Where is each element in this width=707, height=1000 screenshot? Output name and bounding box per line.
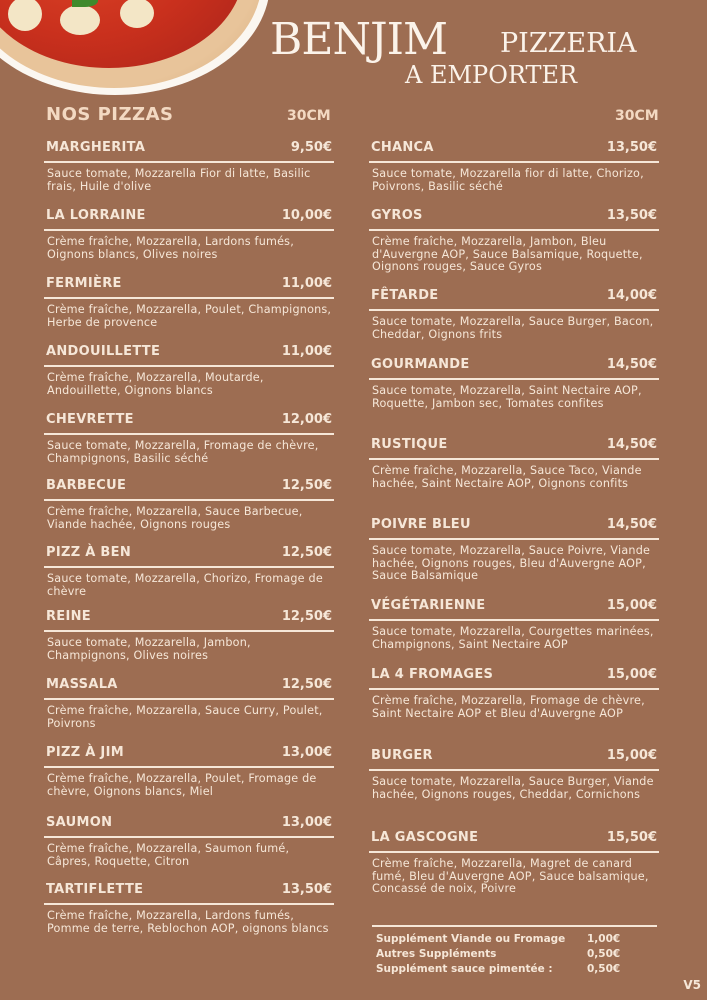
pizza-name: MARGHERITA	[46, 140, 146, 155]
pizza-name: FÊTARDE	[371, 288, 439, 303]
pizza-ingredients: Sauce tomate, Mozzarella, Courgettes marinées, Champignons, Saint Nectaire AOP	[372, 625, 654, 651]
pizza-ingredients: Sauce tomate, Mozzarella, Jambon, Champignons, Olives noires	[47, 636, 251, 662]
pizza-cheese	[60, 5, 100, 35]
pizza-name: RUSTIQUE	[371, 437, 448, 452]
pizza-name: MASSALA	[46, 677, 118, 692]
menu-item-header	[44, 140, 334, 163]
menu-item-header	[44, 545, 334, 568]
pizza-price: 15,50€	[606, 830, 657, 845]
pizza-price: 11,00€	[281, 276, 332, 291]
pizza-name: BURGER	[371, 748, 433, 763]
pizza-ingredients: Crème fraîche, Mozzarella, Sauce Taco, Viande hachée, Saint Nectaire AOP, Oignons confits	[372, 464, 642, 490]
pizza-name: POIVRE BLEU	[371, 517, 471, 532]
pizza-ingredients: Crème fraîche, Mozzarella, Saumon fumé, Câpres, Roquette, Citron	[47, 842, 290, 868]
pizza-price: 9,50€	[290, 140, 332, 155]
menu-item	[44, 208, 334, 261]
menu-item-header	[369, 598, 659, 621]
pizza-ingredients: Crème fraîche, Mozzarella, Magret de canard fumé, Bleu d'Auvergne AOP, Sauce balsamique, Concassé de noix, Poivre	[372, 857, 649, 895]
menu-item	[44, 609, 334, 662]
menu-item	[369, 357, 659, 410]
menu-item-header	[44, 208, 334, 231]
menu-item	[369, 517, 659, 583]
pizza-price: 13,50€	[606, 208, 657, 223]
pizza-price: 14,50€	[606, 517, 657, 532]
menu-item-header	[44, 745, 334, 768]
pizza-price: 13,50€	[281, 882, 332, 897]
menu-item	[369, 748, 659, 801]
supplement-row	[372, 947, 657, 962]
menu-item	[369, 667, 659, 720]
pizza-price: 14,00€	[606, 288, 657, 303]
menu-item	[44, 478, 334, 531]
pizza-price: 13,00€	[281, 745, 332, 760]
pizza-price: 14,50€	[606, 437, 657, 452]
pizza-name: TARTIFLETTE	[46, 882, 144, 897]
pizza-name: LA GASCOGNE	[371, 830, 479, 845]
menu-item	[44, 815, 334, 868]
size-label-left: 30CM	[287, 108, 331, 124]
pizza-ingredients: Crème fraîche, Mozzarella, Jambon, Bleu d'Auvergne AOP, Sauce Balsamique, Roquette, Oignons rouges, Sauce Gyros	[372, 235, 643, 273]
menu-item	[44, 276, 334, 329]
pizza-ingredients: Sauce tomate, Mozzarella, Sauce Burger, Viande hachée, Oignons rouges, Cheddar, Cornichons	[372, 775, 654, 801]
menu-item-header	[369, 830, 659, 853]
pizza-ingredients: Sauce tomate, Mozzarella, Sauce Poivre, Viande hachée, Oignons rouges, Bleu d'Auvergne AOP, Sauce Balsamique	[372, 544, 651, 582]
supplement-price: 1,00€	[587, 933, 621, 945]
pizza-price: 12,50€	[281, 478, 332, 493]
brand-name: BENJIM	[270, 14, 448, 65]
pizza-ingredients: Crème fraîche, Mozzarella, Fromage de chèvre, Saint Nectaire AOP et Bleu d'Auvergne AOP	[372, 694, 645, 720]
pizza-ingredients: Sauce tomate, Mozzarella, Saint Nectaire AOP, Roquette, Jambon sec, Tomates confites	[372, 384, 642, 410]
menu-item-header	[369, 208, 659, 231]
menu-item-header	[369, 140, 659, 163]
pizza-ingredients: Crème fraîche, Mozzarella, Lardons fumés, Oignons blancs, Olives noires	[47, 235, 294, 261]
menu-item	[369, 140, 659, 193]
menu-item	[369, 437, 659, 490]
pizza-ingredients: Crème fraîche, Mozzarella, Lardons fumés, Pomme de terre, Reblochon AOP, oignons blancs	[47, 909, 329, 935]
pizza-price: 12,00€	[281, 412, 332, 427]
pizza-price: 12,50€	[281, 677, 332, 692]
pizza-name: GOURMANDE	[371, 357, 470, 372]
pizza-price: 13,50€	[606, 140, 657, 155]
pizza-ingredients: Crème fraîche, Mozzarella, Sauce Curry, Poulet, Poivrons	[47, 704, 323, 730]
pizza-photo	[0, 0, 270, 95]
pizza-name: BARBECUE	[46, 478, 127, 493]
pizza-price: 15,00€	[606, 667, 657, 682]
menu-item	[44, 677, 334, 730]
menu-item-header	[44, 815, 334, 838]
menu-item	[369, 830, 659, 896]
menu-item-header	[44, 677, 334, 700]
pizza-ingredients: Sauce tomate, Mozzarella, Chorizo, Fromage de chèvre	[47, 572, 323, 598]
menu-item-header	[369, 748, 659, 771]
supplement-label: Supplément sauce pimentée :	[376, 963, 553, 975]
supplement-label: Autres Suppléments	[376, 948, 497, 960]
brand-takeaway: A EMPORTER	[405, 61, 578, 89]
pizza-ingredients: Sauce tomate, Mozzarella, Sauce Burger, Bacon, Cheddar, Oignons frits	[372, 315, 654, 341]
menu-item-header	[369, 357, 659, 380]
menu-item-header	[44, 478, 334, 501]
menu-item	[44, 140, 334, 193]
pizza-ingredients: Sauce tomate, Mozzarella, Fromage de chèvre, Champignons, Basilic séché	[47, 439, 319, 465]
pizza-ingredients: Crème fraîche, Mozzarella, Poulet, Fromage de chèvre, Oignons blancs, Miel	[47, 772, 317, 798]
pizza-name: GYROS	[371, 208, 423, 223]
supplement-label: Supplément Viande ou Fromage	[376, 933, 566, 945]
pizza-price: 14,50€	[606, 357, 657, 372]
pizza-ingredients: Sauce tomate, Mozzarella Fior di latte, Basilic frais, Huile d'olive	[47, 167, 311, 193]
menu-item	[369, 288, 659, 341]
menu-item	[44, 344, 334, 397]
pizza-price: 12,50€	[281, 545, 332, 560]
supplement-price: 0,50€	[587, 963, 621, 975]
menu-item-header	[44, 882, 334, 905]
menu-item	[44, 412, 334, 465]
size-label-right: 30CM	[615, 108, 659, 124]
pizza-price: 12,50€	[281, 609, 332, 624]
menu-item	[369, 598, 659, 651]
pizza-price: 13,00€	[281, 815, 332, 830]
pizza-name: REINE	[46, 609, 91, 624]
supplement-price: 0,50€	[587, 948, 621, 960]
pizza-name: VÉGÉTARIENNE	[371, 598, 486, 613]
menu-item-header	[369, 288, 659, 311]
menu-item-header	[369, 517, 659, 540]
section-title: NOS PIZZAS	[46, 104, 174, 125]
pizza-name: FERMIÈRE	[46, 276, 122, 291]
pizza-ingredients: Crème fraîche, Mozzarella, Moutarde, Andouillette, Oignons blancs	[47, 371, 264, 397]
pizza-name: SAUMON	[46, 815, 113, 830]
menu-item-header	[44, 609, 334, 632]
pizza-name: LA 4 FROMAGES	[371, 667, 494, 682]
menu-item-header	[44, 412, 334, 435]
supplement-row	[372, 962, 657, 977]
pizza-ingredients: Crème fraîche, Mozzarella, Poulet, Champignons, Herbe de provence	[47, 303, 332, 329]
menu-item	[44, 745, 334, 798]
pizza-ingredients: Crème fraîche, Mozzarella, Sauce Barbecue, Viande hachée, Oignons rouges	[47, 505, 303, 531]
menu-item	[44, 882, 334, 935]
pizza-name: PIZZ À BEN	[46, 545, 131, 560]
menu-item	[44, 545, 334, 598]
pizza-ingredients: Sauce tomate, Mozzarella fior di latte, Chorizo, Poivrons, Basilic séché	[372, 167, 644, 193]
pizza-name: CHEVRETTE	[46, 412, 134, 427]
pizza-price: 11,00€	[281, 344, 332, 359]
brand-pizzeria: PIZZERIA	[500, 28, 637, 59]
pizza-price: 15,00€	[606, 598, 657, 613]
pizza-name: ANDOUILLETTE	[46, 344, 161, 359]
supplement-row	[372, 932, 657, 947]
menu-item-header	[369, 667, 659, 690]
pizza-price: 10,00€	[281, 208, 332, 223]
menu-item	[369, 208, 659, 274]
menu-item-header	[369, 437, 659, 460]
supplements-list	[372, 925, 657, 977]
pizza-name: PIZZ À JIM	[46, 745, 124, 760]
version-label: V5	[683, 978, 701, 992]
menu-item-header	[44, 276, 334, 299]
pizza-name: LA LORRAINE	[46, 208, 146, 223]
pizza-name: CHANCA	[371, 140, 434, 155]
menu-item-header	[44, 344, 334, 367]
pizza-price: 15,00€	[606, 748, 657, 763]
